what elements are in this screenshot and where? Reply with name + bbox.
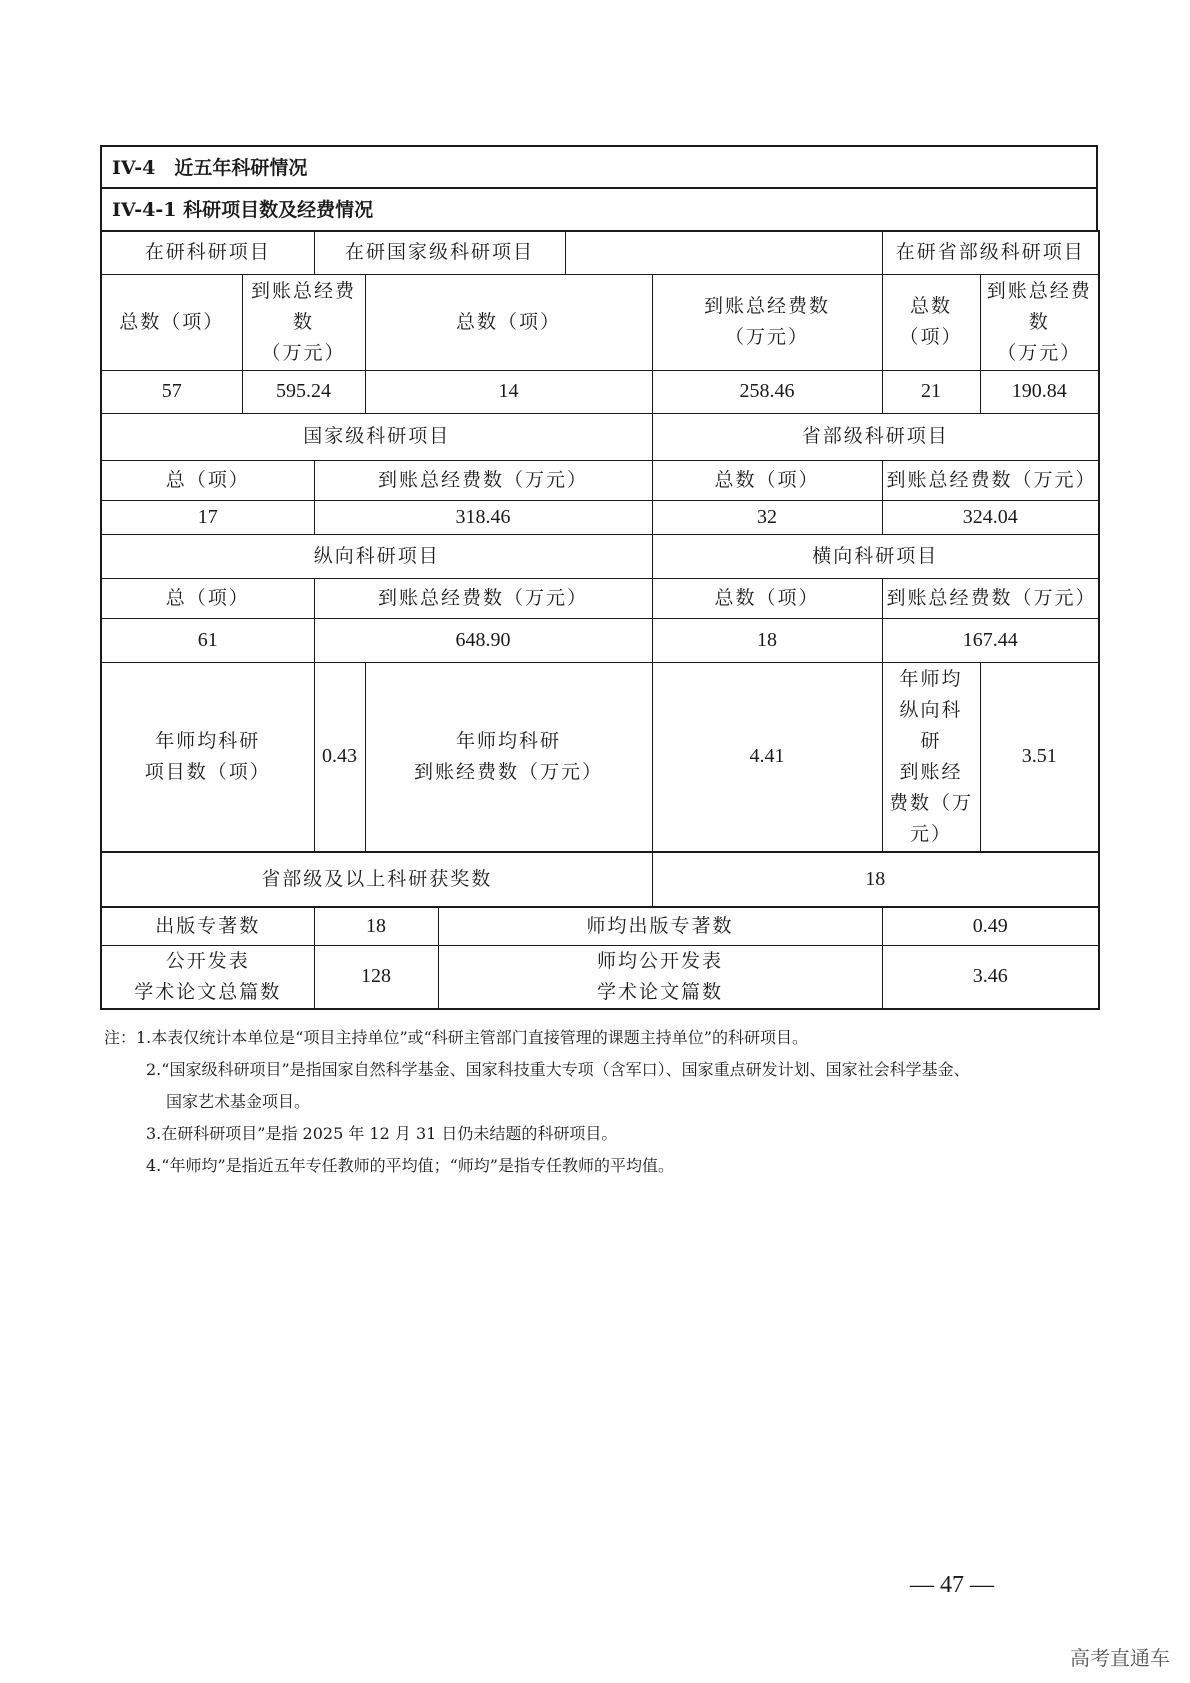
v-monographs: 18 [314, 907, 438, 945]
v-provincial-zs: 32 [652, 500, 882, 534]
c-horizontal-dz: 到账总经费数（万元） [882, 578, 1099, 618]
v-zy-dz: 595.24 [242, 370, 365, 413]
v-avg-monographs: 0.49 [882, 907, 1099, 945]
v-sb-zs: 21 [882, 370, 980, 413]
h-provincial: 省部级科研项目 [652, 413, 1099, 460]
c-national-zs: 总（项） [101, 460, 314, 500]
note-4: 4.“年师均”是指近五年专任教师的平均值；“师均”是指专任教师的平均值。 [146, 1156, 674, 1175]
note-2-cont: 国家艺术基金项目。 [166, 1092, 311, 1111]
v-awards: 18 [652, 852, 1099, 907]
v-horizontal-zs: 18 [652, 618, 882, 662]
v-national-dz: 318.46 [314, 500, 652, 534]
v-avg-funds: 4.41 [652, 662, 882, 852]
note-2: 2.“国家级科研项目”是指国家自然科学基金、国家科技重大专项（含军口）、国家重点研发计划、国家社会科学基金、 [146, 1060, 970, 1079]
note-3: 3.在研科研项目”是指 2025 年 12 月 31 日仍未结题的科研项目。 [146, 1124, 618, 1143]
v-papers: 128 [314, 945, 438, 1009]
page-number: — 47 — [910, 1572, 994, 1598]
l-monographs: 出版专著数 [101, 907, 314, 945]
section-title: IV-4 近五年科研情况 [100, 145, 1098, 187]
h-gj: 在研国家级科研项目 [314, 231, 565, 274]
v-zy-zs: 57 [101, 370, 242, 413]
c-provincial-zs: 总数（项） [652, 460, 882, 500]
h-horizontal: 横向科研项目 [652, 534, 1099, 578]
section-subtitle: IV-4-1 科研项目数及经费情况 [100, 187, 1098, 230]
v-horizontal-dz: 167.44 [882, 618, 1099, 662]
note-1: 注：1.本表仅统计本单位是“项目主持单位”或“科研主管部门直接管理的课题主持单位”的科研项目。 [104, 1028, 808, 1047]
c-dz: 到账总经费 数 （万元） [242, 274, 365, 370]
v-gj-dz: 258.46 [652, 370, 882, 413]
l-awards: 省部级及以上科研获奖数 [101, 852, 652, 907]
v-national-zs: 17 [101, 500, 314, 534]
h-gj-spacer [565, 231, 882, 274]
l-avg-funds: 年师均科研 到账经费数（万元） [365, 662, 652, 852]
l-avg-papers: 师均公开发表 学术论文篇数 [438, 945, 882, 1009]
c-vertical-zs: 总（项） [101, 578, 314, 618]
h-zy: 在研科研项目 [101, 231, 314, 274]
watermark: 高考直通车 [1070, 1646, 1170, 1670]
research-table [100, 230, 1100, 1010]
v-sb-dz: 190.84 [980, 370, 1099, 413]
l-avg-monographs: 师均出版专著数 [438, 907, 882, 945]
v-provincial-dz: 324.04 [882, 500, 1099, 534]
c-gj-zs: 总数（项） [365, 274, 652, 370]
l-avg-vertical-funds: 年师均 纵向科 研 到账经 费数（万 元） [882, 662, 980, 852]
c-sb-dz: 到账总经费数 （万元） [980, 274, 1099, 370]
l-avg-projects: 年师均科研 项目数（项） [101, 662, 314, 852]
h-national: 国家级科研项目 [101, 413, 652, 460]
v-vertical-dz: 648.90 [314, 618, 652, 662]
c-vertical-dz: 到账总经费数（万元） [314, 578, 652, 618]
h-vertical: 纵向科研项目 [101, 534, 652, 578]
h-sb: 在研省部级科研项目 [882, 231, 1099, 274]
c-horizontal-zs: 总数（项） [652, 578, 882, 618]
v-vertical-zs: 61 [101, 618, 314, 662]
table-notes [104, 1022, 1104, 1182]
c-sb-zs: 总数 （项） [882, 274, 980, 370]
v-gj-zs: 14 [365, 370, 652, 413]
v-avg-papers: 3.46 [882, 945, 1099, 1009]
c-gj-dz: 到账总经费数 （万元） [652, 274, 882, 370]
v-avg-projects: 0.43 [314, 662, 365, 852]
c-national-dz: 到账总经费数（万元） [314, 460, 652, 500]
c-provincial-dz: 到账总经费数（万元） [882, 460, 1099, 500]
v-avg-vertical-funds: 3.51 [980, 662, 1099, 852]
l-papers: 公开发表 学术论文总篇数 [101, 945, 314, 1009]
report-sheet [100, 145, 1098, 1010]
c-zs: 总数（项） [101, 274, 242, 370]
